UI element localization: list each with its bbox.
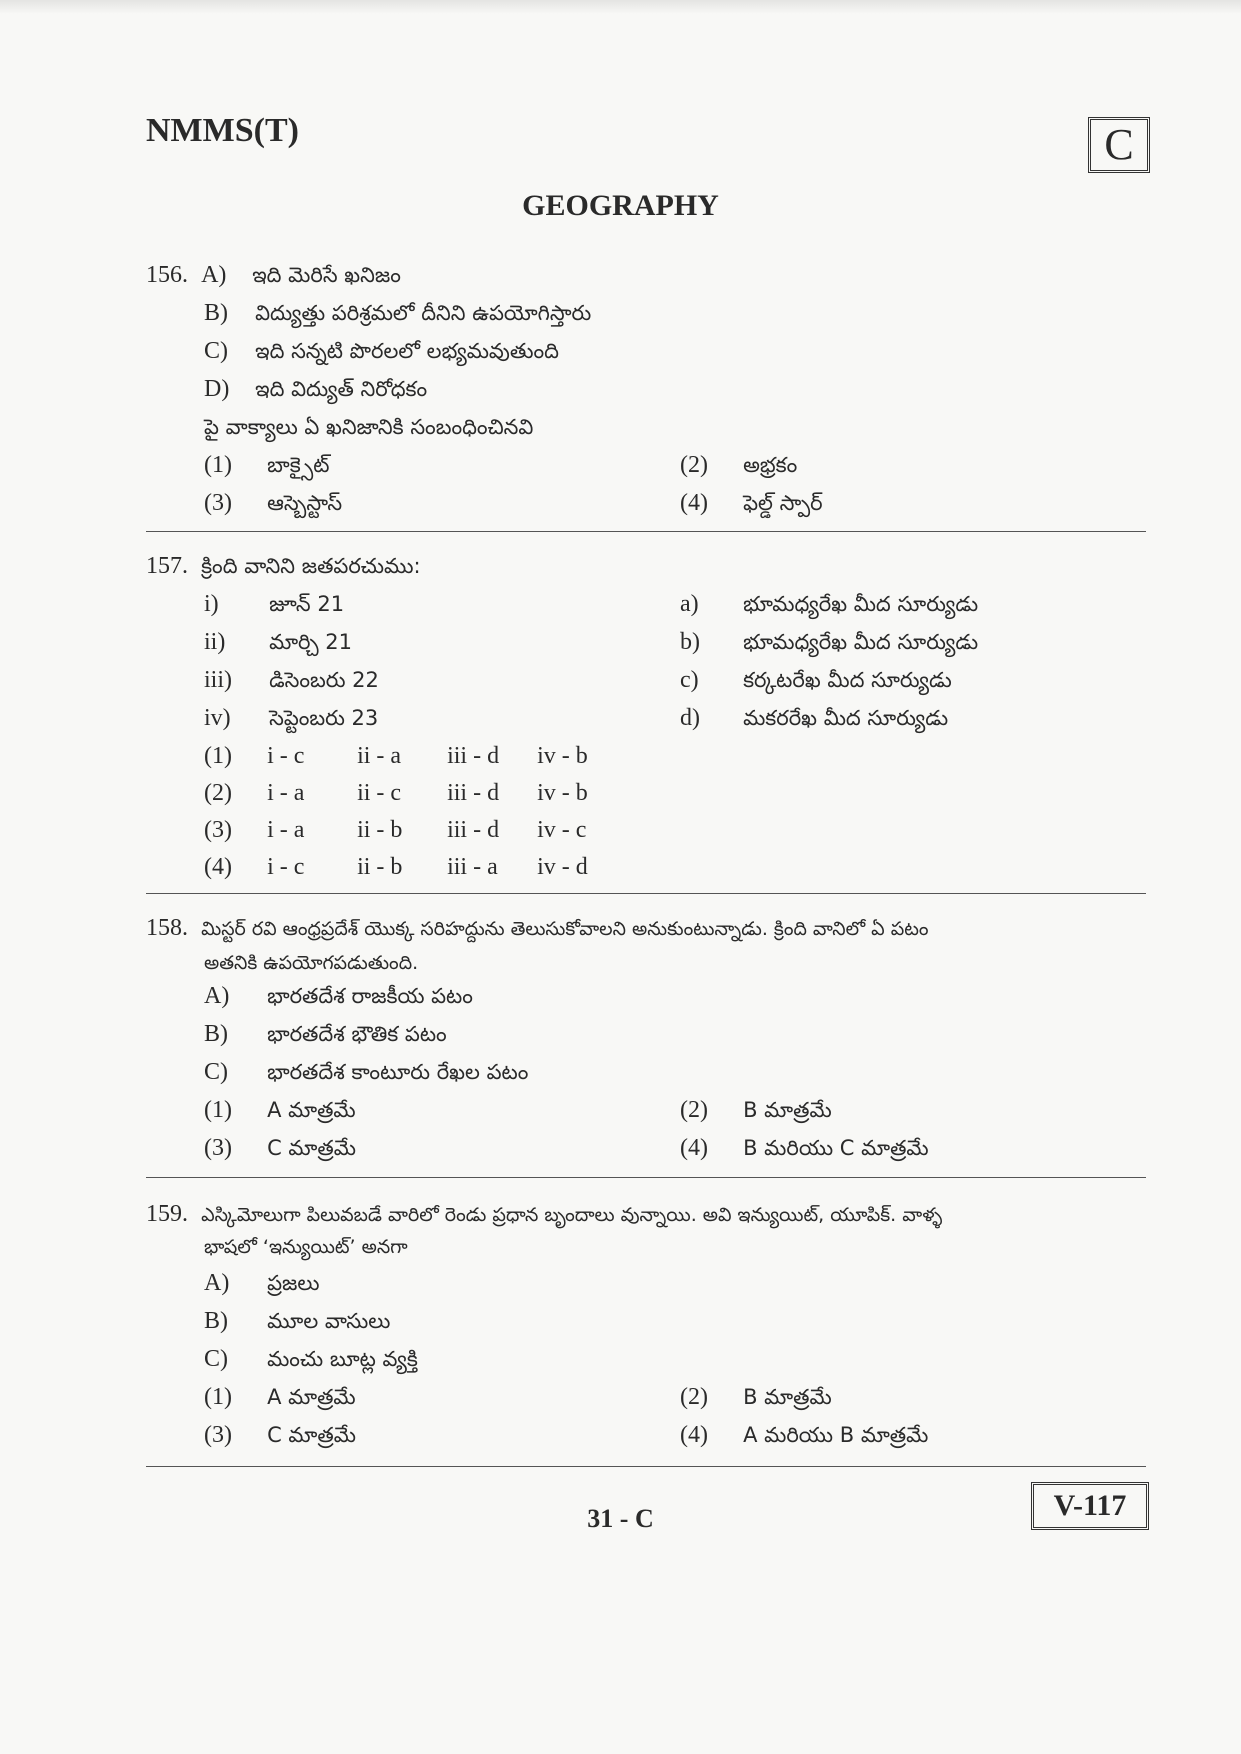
option-text: B మాత్రమే xyxy=(743,1385,832,1409)
match-label: a) xyxy=(680,591,699,617)
q157-left-ii xyxy=(204,627,352,657)
question-number: 159. xyxy=(146,1201,188,1227)
q157-prompt xyxy=(146,551,421,581)
match-cell: i - c xyxy=(267,743,305,769)
option-label: (2) xyxy=(680,1097,708,1123)
q158-row-a xyxy=(204,981,473,1011)
option-text: B మరియు C మాత్రమే xyxy=(743,1136,929,1160)
q156-prompt xyxy=(204,412,533,442)
match-label: c) xyxy=(680,667,699,693)
q157-option-2 xyxy=(204,778,627,808)
statement-label: A) xyxy=(204,983,230,1009)
statement-label: B) xyxy=(204,1308,228,1334)
match-text: సెప్టెంబరు 23 xyxy=(269,706,379,730)
option-label: (4) xyxy=(680,1135,708,1161)
q157-left-iii xyxy=(204,665,379,695)
match-label: i) xyxy=(204,591,219,617)
option-label: (3) xyxy=(204,1422,232,1448)
divider xyxy=(146,893,1146,894)
option-text: C మాత్రమే xyxy=(267,1136,356,1160)
match-label: ii) xyxy=(204,629,226,655)
match-cell: ii - b xyxy=(357,854,403,880)
match-text: జూన్ 21 xyxy=(269,592,345,616)
match-text: మార్చి 21 xyxy=(269,630,353,654)
option-text: ఆస్బెస్టాస్ xyxy=(267,491,343,515)
q158-option-2 xyxy=(680,1095,832,1125)
question-number: 156. xyxy=(146,262,188,288)
q157-right-a xyxy=(680,589,978,619)
option-label: (1) xyxy=(204,743,232,769)
statement-label: C) xyxy=(204,338,228,364)
q159-option-2 xyxy=(680,1382,832,1412)
q159-option-3 xyxy=(204,1420,356,1450)
match-label: iv) xyxy=(204,705,231,731)
option-text: అభ్రకం xyxy=(743,453,798,477)
match-cell: iv - b xyxy=(537,780,588,806)
booklet-code-box: V-117 xyxy=(1031,1482,1149,1530)
q156-option-4 xyxy=(680,488,823,518)
subject-title: GEOGRAPHY xyxy=(522,189,719,222)
q159-line-1 xyxy=(146,1199,942,1229)
question-prompt: క్రింది వానిని జతపరచుము: xyxy=(201,554,421,578)
statement-label: B) xyxy=(204,1021,228,1047)
divider xyxy=(146,1177,1146,1178)
q156-row-a xyxy=(146,260,401,290)
divider xyxy=(146,531,1146,532)
match-cell: iv - b xyxy=(537,743,588,769)
q157-right-b xyxy=(680,627,978,657)
page-number: 31 - C xyxy=(587,1504,654,1533)
option-label: (3) xyxy=(204,817,232,843)
option-text: C మాత్రమే xyxy=(267,1423,356,1447)
q158-line-1 xyxy=(146,913,929,943)
q156-row-d xyxy=(204,374,427,404)
set-label-box: C xyxy=(1088,117,1150,173)
match-cell: iv - c xyxy=(537,817,587,843)
option-label: (1) xyxy=(204,1384,232,1410)
exam-code: NMMS(T) xyxy=(146,112,299,149)
statement-label: B) xyxy=(204,300,228,326)
question-text: అతనికి ఉపయోగపడుతుంది. xyxy=(204,952,419,974)
q156-option-3 xyxy=(204,488,342,518)
q159-row-a xyxy=(204,1268,320,1298)
question-text: ఎస్కిమోలుగా పిలువబడే వారిలో రెండు ప్రధాన బృందాలు వున్నాయి. అవి ఇన్యుయిట్, యూపిక్. వాళ్ళ xyxy=(201,1204,943,1226)
option-text: బాక్సైట్ xyxy=(267,453,330,477)
q159-row-b xyxy=(204,1306,390,1336)
q157-left-i xyxy=(204,589,344,619)
statement-text: భారతదేశ రాజకీయ పటం xyxy=(267,984,473,1008)
q159-line-2 xyxy=(204,1232,408,1262)
q158-option-1 xyxy=(204,1095,356,1125)
statement-text: మూల వాసులు xyxy=(267,1309,391,1333)
option-text: ఫెల్డ్ స్పార్ xyxy=(743,491,823,515)
match-cell: ii - c xyxy=(357,780,402,806)
match-cell: ii - a xyxy=(357,743,402,769)
statement-text: భారతదేశ భౌతిక పటం xyxy=(267,1022,447,1046)
option-label: (4) xyxy=(680,490,708,516)
q159-option-1 xyxy=(204,1382,356,1412)
match-cell: i - a xyxy=(267,817,305,843)
match-label: iii) xyxy=(204,667,232,693)
statement-label: D) xyxy=(204,376,230,402)
question-text: మిస్టర్ రవి ఆంధ్రప్రదేశ్ యొక్క సరిహద్దును తెలుసుకోవాలని అనుకుంటున్నాడు. క్రింది వానిలో ఏ పటం xyxy=(201,918,929,940)
q159-row-c xyxy=(204,1344,418,1374)
statement-text: మంచు బూట్ల వ్యక్తి xyxy=(267,1347,418,1371)
question-number: 158. xyxy=(146,915,188,941)
option-label: (1) xyxy=(204,1097,232,1123)
option-text: B మాత్రమే xyxy=(743,1098,832,1122)
option-text: A మరియు B మాత్రమే xyxy=(743,1423,929,1447)
statement-text: ప్రజలు xyxy=(267,1271,320,1295)
match-cell: i - a xyxy=(267,780,305,806)
statement-text: ఇది మెరిసే ఖనిజం xyxy=(252,263,401,287)
statement-label: A) xyxy=(201,262,227,288)
match-cell: iii - d xyxy=(447,743,500,769)
match-text: భూమధ్యరేఖ మీద సూర్యుడు xyxy=(743,592,979,616)
match-cell: iii - a xyxy=(447,854,498,880)
q159-option-4 xyxy=(680,1420,928,1450)
statement-label: A) xyxy=(204,1270,230,1296)
q157-option-1 xyxy=(204,741,627,771)
match-text: డిసెంబరు 22 xyxy=(269,668,379,692)
q156-row-c xyxy=(204,336,559,366)
q156-option-2 xyxy=(680,450,797,480)
q158-row-b xyxy=(204,1019,447,1049)
q158-option-3 xyxy=(204,1133,356,1163)
match-text: భూమధ్యరేఖ మీద సూర్యుడు xyxy=(743,630,979,654)
option-label: (2) xyxy=(204,780,232,806)
match-text: కర్కటరేఖ మీద సూర్యుడు xyxy=(743,668,952,692)
match-label: b) xyxy=(680,629,700,655)
match-cell: i - c xyxy=(267,854,305,880)
match-cell: iii - d xyxy=(447,780,500,806)
option-label: (3) xyxy=(204,490,232,516)
q157-right-d xyxy=(680,703,948,733)
q158-line-2 xyxy=(204,948,418,978)
question-text: భాషలో ‘ఇన్యుయిట్’ అనగా xyxy=(204,1236,408,1258)
q158-row-c xyxy=(204,1057,528,1087)
match-cell: iv - d xyxy=(537,854,588,880)
option-label: (4) xyxy=(680,1422,708,1448)
option-label: (3) xyxy=(204,1135,232,1161)
q156-option-1 xyxy=(204,450,329,480)
scan-top-edge xyxy=(0,0,1241,14)
q157-option-4 xyxy=(204,852,627,882)
match-cell: ii - b xyxy=(357,817,403,843)
q157-option-3 xyxy=(204,815,627,845)
statement-text: ఇది సన్నటి పొరలలో లభ్యమవుతుంది xyxy=(255,339,559,363)
statement-label: C) xyxy=(204,1346,228,1372)
match-text: మకరరేఖ మీద సూర్యుడు xyxy=(743,706,949,730)
option-label: (2) xyxy=(680,1384,708,1410)
option-label: (1) xyxy=(204,452,232,478)
match-label: d) xyxy=(680,705,700,731)
q157-right-c xyxy=(680,665,952,695)
option-label: (2) xyxy=(680,452,708,478)
divider xyxy=(146,1466,1146,1467)
statement-text: ఇది విద్యుత్ నిరోధకం xyxy=(255,377,428,401)
option-text: A మాత్రమే xyxy=(267,1098,356,1122)
statement-text: భారతదేశ కాంటూరు రేఖల పటం xyxy=(267,1060,529,1084)
question-prompt: పై వాక్యాలు ఏ ఖనిజానికి సంబంధించినవి xyxy=(204,415,534,439)
statement-label: C) xyxy=(204,1059,228,1085)
question-number: 157. xyxy=(146,553,188,579)
q158-option-4 xyxy=(680,1133,929,1163)
q156-row-b xyxy=(204,298,591,328)
q157-left-iv xyxy=(204,703,378,733)
match-cell: iii - d xyxy=(447,817,500,843)
option-label: (4) xyxy=(204,854,232,880)
option-text: A మాత్రమే xyxy=(267,1385,356,1409)
statement-text: విద్యుత్తు పరిశ్రమలో దీనిని ఉపయోగిస్తారు xyxy=(255,301,592,325)
